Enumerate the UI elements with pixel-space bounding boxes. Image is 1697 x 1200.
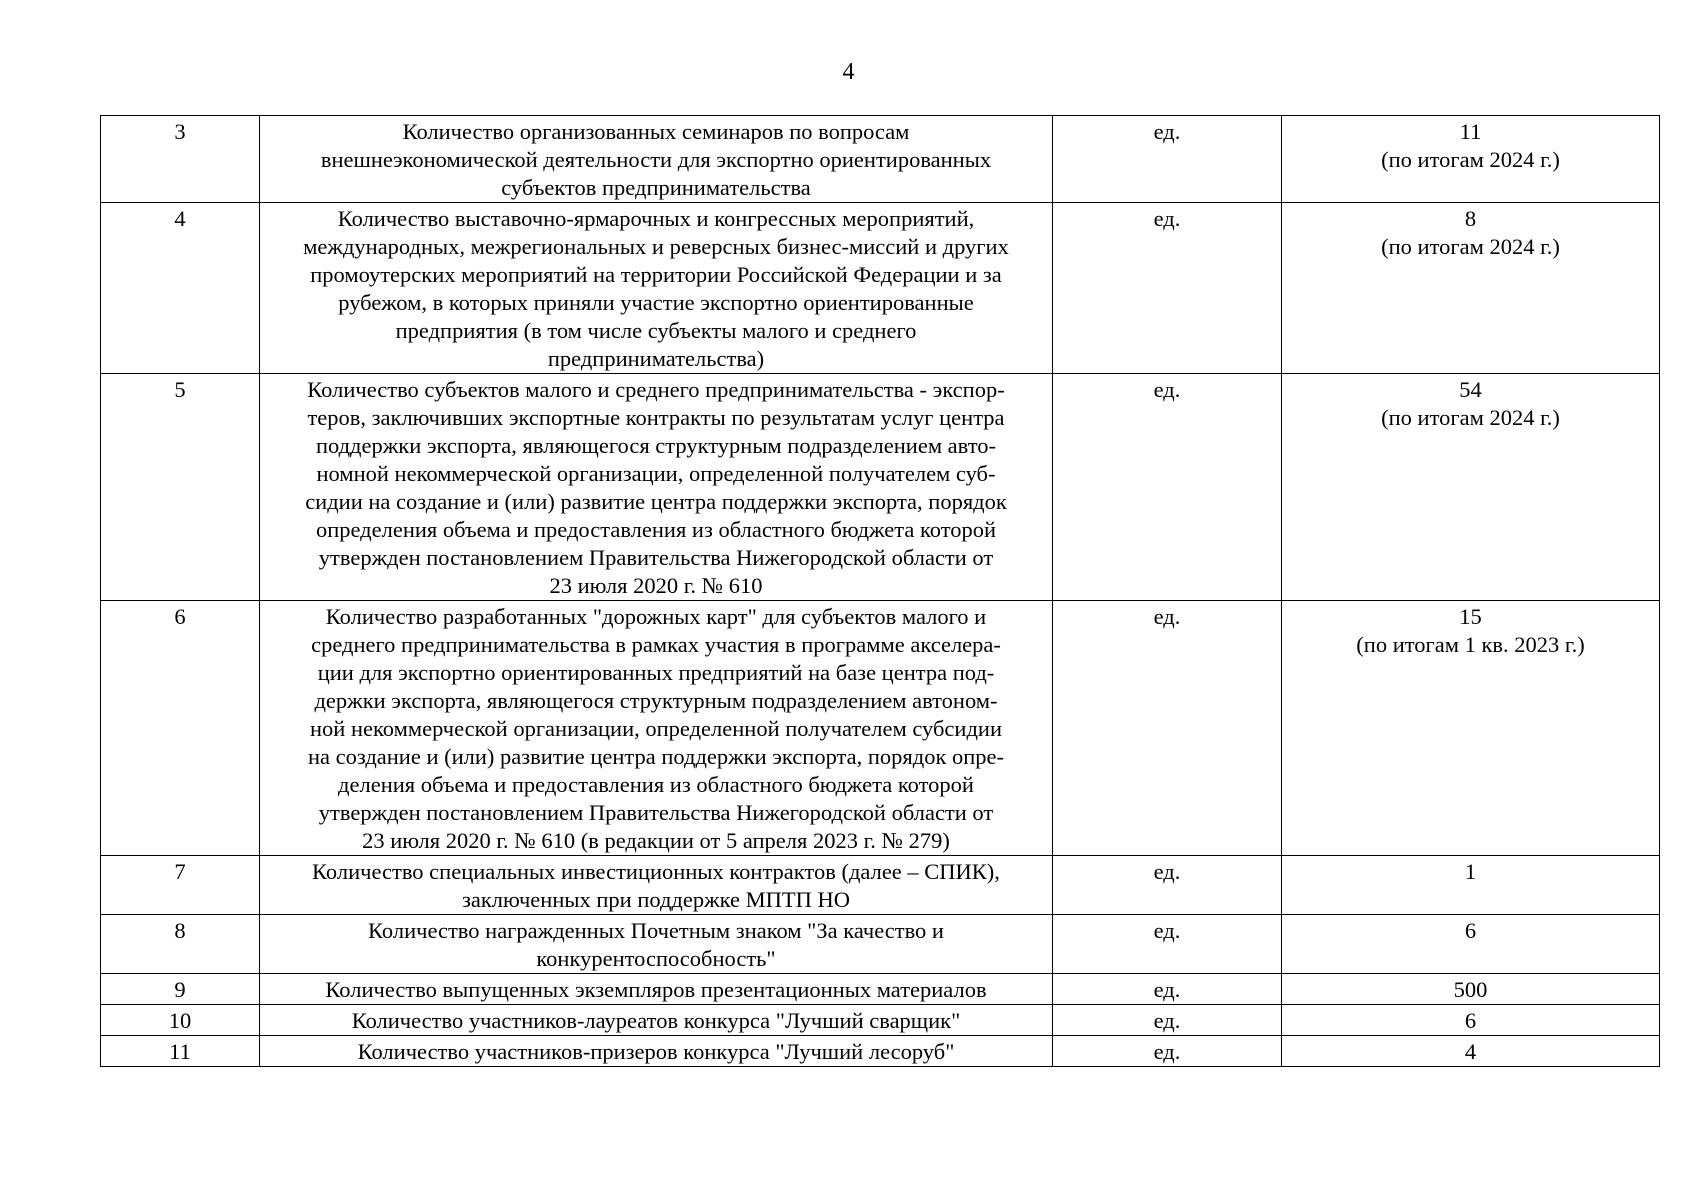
indicator-name-line: утвержден постановлением Правительства Нижегородской области от bbox=[318, 545, 994, 570]
unit-of-measure: ед. bbox=[1053, 856, 1282, 915]
indicator-name-line: Количество участников-лауреатов конкурса "Лучший сварщик" bbox=[351, 1008, 961, 1033]
indicator-name-line: Количество участников-призеров конкурса "Лучший лесоруб" bbox=[357, 1039, 955, 1064]
indicator-value: 1 bbox=[1464, 859, 1477, 884]
indicator-value: 4 bbox=[1464, 1039, 1477, 1064]
table-row bbox=[101, 601, 1660, 856]
row-number: 3 bbox=[101, 116, 260, 203]
table-row bbox=[101, 915, 1660, 974]
indicator-value-cell bbox=[1282, 1036, 1660, 1067]
row-number: 10 bbox=[101, 1005, 260, 1036]
indicator-name bbox=[260, 1005, 1053, 1036]
indicator-name-line: ной некоммерческой организации, определенной получателем субсидии bbox=[310, 716, 1002, 741]
unit-of-measure: ед. bbox=[1053, 116, 1282, 203]
indicator-value: 11 bbox=[1459, 119, 1482, 144]
indicator-name-line: субъектов предпринимательства bbox=[501, 175, 811, 200]
indicator-name bbox=[260, 374, 1053, 601]
indicator-name-line: сидии на создание и (или) развитие центра поддержки экспорта, порядок bbox=[305, 489, 1007, 514]
indicator-name-line: Количество выпущенных экземпляров презентационных материалов bbox=[325, 977, 987, 1002]
row-number: 4 bbox=[101, 203, 260, 374]
indicator-value: 54 bbox=[1459, 377, 1482, 402]
indicator-value-cell bbox=[1282, 374, 1660, 601]
indicator-name bbox=[260, 203, 1053, 374]
table-body bbox=[101, 116, 1660, 1067]
unit-of-measure: ед. bbox=[1053, 1005, 1282, 1036]
indicator-name-line: Количество организованных семинаров по вопросам bbox=[402, 119, 910, 144]
indicator-name-line: среднего предпринимательства в рамках участия в программе акселера- bbox=[311, 632, 1001, 657]
indicator-value-cell bbox=[1282, 856, 1660, 915]
unit-of-measure: ед. bbox=[1053, 203, 1282, 374]
indicator-name-line: Количество субъектов малого и среднего предпринимательства - экспор- bbox=[307, 377, 1005, 402]
indicator-name-line: номной некоммерческой организации, определенной получателем суб- bbox=[316, 461, 996, 486]
table-row bbox=[101, 974, 1660, 1005]
row-number: 5 bbox=[101, 374, 260, 601]
indicator-period-note: (по итогам 1 кв. 2023 г.) bbox=[1356, 632, 1585, 657]
indicator-value: 6 bbox=[1464, 1008, 1477, 1033]
indicator-name-line: заключенных при поддержке МПТП НО bbox=[462, 887, 850, 912]
row-number: 11 bbox=[101, 1036, 260, 1067]
unit-of-measure: ед. bbox=[1053, 915, 1282, 974]
indicator-name bbox=[260, 856, 1053, 915]
indicator-period-note: (по итогам 2024 г.) bbox=[1381, 405, 1560, 430]
indicator-name-line: внешнеэкономической деятельности для экспортно ориентированных bbox=[320, 147, 992, 172]
row-number: 9 bbox=[101, 974, 260, 1005]
row-number: 7 bbox=[101, 856, 260, 915]
table-row bbox=[101, 856, 1660, 915]
indicator-value: 6 bbox=[1464, 918, 1477, 943]
indicator-name-line: международных, межрегиональных и реверсных бизнес-миссий и других bbox=[303, 234, 1009, 259]
indicator-name-line: предпринимательства) bbox=[547, 346, 765, 371]
indicator-name-line: Количество награжденных Почетным знаком "За качество и bbox=[368, 918, 944, 943]
table-row bbox=[101, 1036, 1660, 1067]
indicator-name-line: держки экспорта, являющегося структурным подразделением автоном- bbox=[314, 688, 998, 713]
indicator-name-line: утвержден постановлением Правительства Нижегородской области от bbox=[318, 800, 994, 825]
indicator-name-line: деления объема и предоставления из областного бюджета которой bbox=[338, 772, 974, 797]
indicator-name bbox=[260, 116, 1053, 203]
table-row bbox=[101, 1005, 1660, 1036]
unit-of-measure: ед. bbox=[1053, 601, 1282, 856]
indicator-name-line: Количество выставочно-ярмарочных и конгрессных мероприятий, bbox=[337, 206, 975, 231]
indicators-table bbox=[100, 115, 1660, 1067]
indicator-name-line: на создание и (или) развитие центра поддержки экспорта, порядок опре- bbox=[307, 744, 1005, 769]
indicator-name-line: поддержки экспорта, являющегося структурным подразделением авто- bbox=[315, 433, 997, 458]
indicator-name-line: Количество разработанных "дорожных карт" для субъектов малого и bbox=[325, 604, 987, 629]
unit-of-measure: ед. bbox=[1053, 374, 1282, 601]
indicator-value: 8 bbox=[1464, 206, 1477, 231]
indicator-name-line: определения объема и предоставления из областного бюджета которой bbox=[315, 517, 997, 542]
indicator-name-line: предприятия (в том числе субъекты малого и среднего bbox=[395, 318, 917, 343]
unit-of-measure: ед. bbox=[1053, 974, 1282, 1005]
row-number: 6 bbox=[101, 601, 260, 856]
indicator-value: 15 bbox=[1459, 604, 1482, 629]
indicator-name bbox=[260, 1036, 1053, 1067]
indicator-name-line: рубежом, в которых приняли участие экспортно ориентированные bbox=[338, 290, 974, 315]
indicator-name-line: 23 июля 2020 г. № 610 (в редакции от 5 апреля 2023 г. № 279) bbox=[362, 828, 950, 853]
table-row bbox=[101, 116, 1660, 203]
indicator-name-line: теров, заключивших экспортные контракты по результатам услуг центра bbox=[307, 405, 1005, 430]
indicator-period-note: (по итогам 2024 г.) bbox=[1381, 234, 1560, 259]
indicator-value: 500 bbox=[1453, 977, 1488, 1002]
indicator-name-line: Количество специальных инвестиционных контрактов (далее – СПИК), bbox=[312, 859, 1000, 884]
indicator-name bbox=[260, 915, 1053, 974]
table-row bbox=[101, 203, 1660, 374]
indicator-value-cell bbox=[1282, 203, 1660, 374]
unit-of-measure: ед. bbox=[1053, 1036, 1282, 1067]
indicator-name bbox=[260, 601, 1053, 856]
indicator-name bbox=[260, 974, 1053, 1005]
indicator-period-note: (по итогам 2024 г.) bbox=[1381, 147, 1560, 172]
table-row bbox=[101, 374, 1660, 601]
row-number: 8 bbox=[101, 915, 260, 974]
indicator-name-line: 23 июля 2020 г. № 610 bbox=[549, 573, 763, 598]
page-number: 4 bbox=[842, 59, 855, 85]
indicator-name-line: промоутерских мероприятий на территории Российской Федерации и за bbox=[310, 262, 1002, 287]
indicator-value-cell bbox=[1282, 116, 1660, 203]
indicator-value-cell bbox=[1282, 1005, 1660, 1036]
indicator-value-cell bbox=[1282, 915, 1660, 974]
indicator-name-line: конкурентоспособность" bbox=[536, 946, 776, 971]
indicator-value-cell bbox=[1282, 974, 1660, 1005]
indicator-name-line: ции для экспортно ориентированных предприятий на базе центра под- bbox=[317, 660, 995, 685]
indicator-value-cell bbox=[1282, 601, 1660, 856]
